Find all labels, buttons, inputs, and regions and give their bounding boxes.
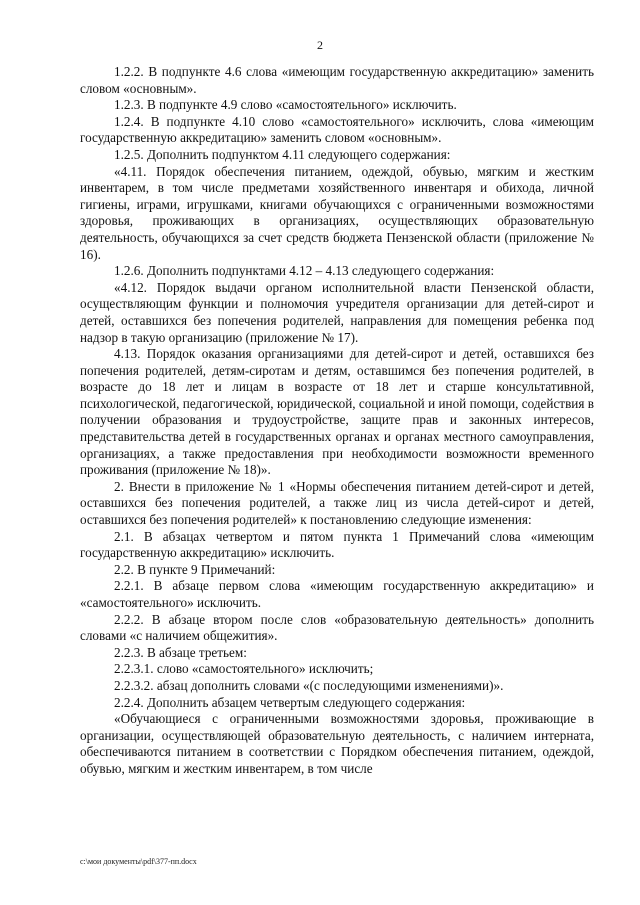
paragraph-4-13: 4.13. Порядок оказания организациями для детей-сирот и детей, оставшихся без попечения родителей, детям-сиротам и детям, оставшимся без попечения родителей, в возрасте до 18 лет и лицам в возрасте от 18 лет и старше консультативной, психологической, педагогической, юридической, социальной и иной помощи, содействия в получении образования и трудоустройстве, защите прав и законных интересов, представительства детей в государственных органах и органах местного самоуправления, организациях, а также предоставления при необходимости возможности временного проживания (приложение № 18)».	[80, 346, 594, 478]
paragraph-quote: «Обучающиеся с ограниченными возможностями здоровья, проживающие в организации, осуществляющей образовательную деятельность, с наличием интерната, обеспечиваются питанием в соответствии с Порядком обеспечения питанием, одеждой, обувью, мягким и жестким инвентарем, в том числе	[80, 711, 594, 776]
document-body	[80, 64, 594, 778]
paragraph-1-2-5: 1.2.5. Дополнить подпунктом 4.11 следующего содержания:	[114, 146, 451, 162]
paragraph-2: 2. Внести в приложение № 1 «Нормы обеспечения питанием детей-сирот и детей, оставшихся без попечения родителей, а также лиц из числа детей-сирот и детей, оставшихся без попечения родителей» к постановлению следующие изменения:	[80, 478, 594, 528]
paragraph-2-2-3: 2.2.3. В абзаце третьем:	[114, 644, 247, 660]
paragraph-1-2-4: 1.2.4. В подпункте 4.10 слово «самостоятельного» исключить, слова «имеющим государственную аккредитацию» заменить словом «основным».	[80, 113, 594, 146]
paragraph-2-2-3-2: 2.2.3.2. абзац дополнить словами «(с последующими изменениями)».	[114, 677, 504, 693]
page-number: 2	[317, 38, 323, 52]
paragraph-4-11: «4.11. Порядок обеспечения питанием, одеждой, обувью, мягким и жестким инвентарем, в том числе предметами хозяйственного инвентаря и обихода, личной гигиены, играми, игрушками, книгами обучающихся с ограниченными возможностями здоровья, проживающих в организациях, осуществляющих образовательную деятельность, обучающихся за счет средств бюджета Пензенской области (приложение № 16).	[80, 163, 594, 262]
paragraph-2-2-3-1: 2.2.3.1. слово «самостоятельного» исключить;	[114, 661, 374, 677]
paragraph-2-1: 2.1. В абзацах четвертом и пятом пункта 1 Примечаний слова «имеющим государственную аккредитацию» исключить.	[80, 528, 594, 561]
footer-file-path: c:\мои документы\pdf\377-пп.docx	[80, 857, 197, 866]
paragraph-1-2-2: 1.2.2. В подпункте 4.6 слова «имеющим государственную аккредитацию» заменить словом «основным».	[80, 64, 594, 96]
paragraph-2-2-1: 2.2.1. В абзаце первом слова «имеющим государственную аккредитацию» и «самостоятельного» исключить.	[80, 578, 594, 610]
paragraph-1-2-6: 1.2.6. Дополнить подпунктами 4.12 – 4.13 следующего содержания:	[114, 263, 495, 279]
paragraph-4-12: «4.12. Порядок выдачи органом исполнительной власти Пензенской области, осуществляющим функции и полномочия учредителя организации для детей-сирот и детей, оставшихся без попечения родителей, направления для помещения ребенка под надзор в такую организацию (приложение № 17).	[80, 279, 594, 345]
paragraph-2-2: 2.2. В пункте 9 Примечаний:	[114, 561, 276, 577]
paragraph-1-2-3: 1.2.3. В подпункте 4.9 слово «самостоятельного» исключить.	[114, 97, 457, 113]
paragraph-2-2-4: 2.2.4. Дополнить абзацем четвертым следующего содержания:	[114, 694, 466, 710]
paragraph-2-2-2: 2.2.2. В абзаце втором после слов «образовательную деятельность» дополнить словами «с наличием общежития».	[80, 611, 594, 644]
